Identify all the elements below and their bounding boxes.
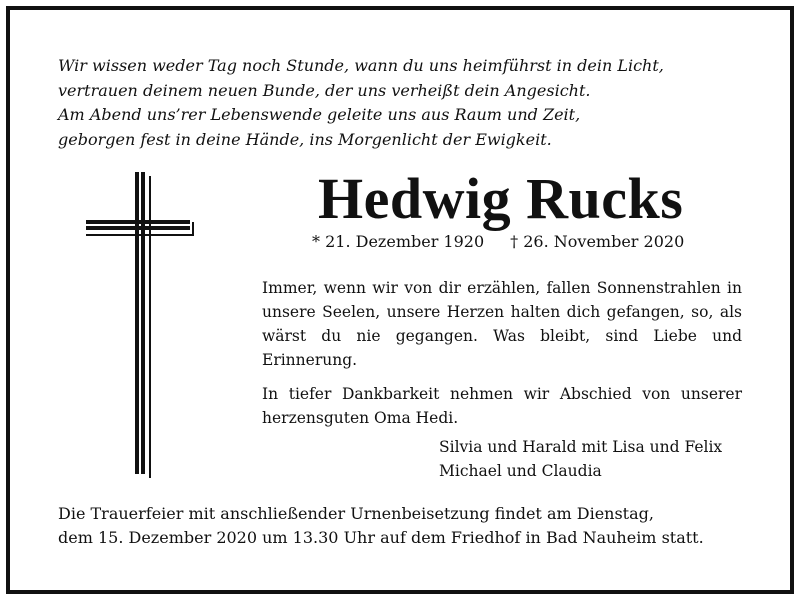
cross-icon bbox=[86, 172, 198, 478]
poem-line: Am Abend uns’rer Lebenswende geleite uns aus Raum und Zeit, bbox=[58, 105, 581, 124]
signers-line: Michael und Claudia bbox=[439, 462, 602, 480]
ceremony-line: dem 15. Dezember 2020 um 13.30 Uhr auf dem Friedhof in Bad Nauheim statt. bbox=[58, 528, 704, 547]
message-paragraph: In tiefer Dankbarkeit nehmen wir Abschied von unserer herzensguten Oma Hedi. bbox=[262, 385, 742, 427]
signers-line: Silvia und Harald mit Lisa und Felix bbox=[439, 438, 723, 456]
poem-line: vertrauen deinem neuen Bunde, der uns verheißt dein Angesicht. bbox=[58, 80, 591, 100]
deceased-name: Hedwig Rucks bbox=[318, 166, 684, 231]
ceremony-info bbox=[58, 502, 704, 550]
poem bbox=[58, 54, 748, 152]
life-dates bbox=[312, 230, 684, 254]
poem-line: Wir wissen weder Tag noch Stunde, wann du uns heimführst in dein Licht, bbox=[58, 56, 664, 75]
message bbox=[262, 276, 742, 430]
death-date: † 26. November 2020 bbox=[510, 232, 685, 251]
message-paragraph: Immer, wenn wir von dir erzählen, fallen Sonnenstrahlen in unsere Seelen, unsere Herzen halten dich gefangen, so, als wärst du nie gegangen. Was bleibt, sind Liebe und Erinnerung. bbox=[262, 279, 742, 369]
poem-line: geborgen fest in deine Hände, ins Morgenlicht der Ewigkeit. bbox=[58, 129, 552, 149]
birth-date: * 21. Dezember 1920 bbox=[312, 232, 485, 251]
ceremony-line: Die Trauerfeier mit anschließender Urnenbeisetzung findet am Dienstag, bbox=[58, 504, 654, 523]
signers bbox=[439, 435, 722, 483]
